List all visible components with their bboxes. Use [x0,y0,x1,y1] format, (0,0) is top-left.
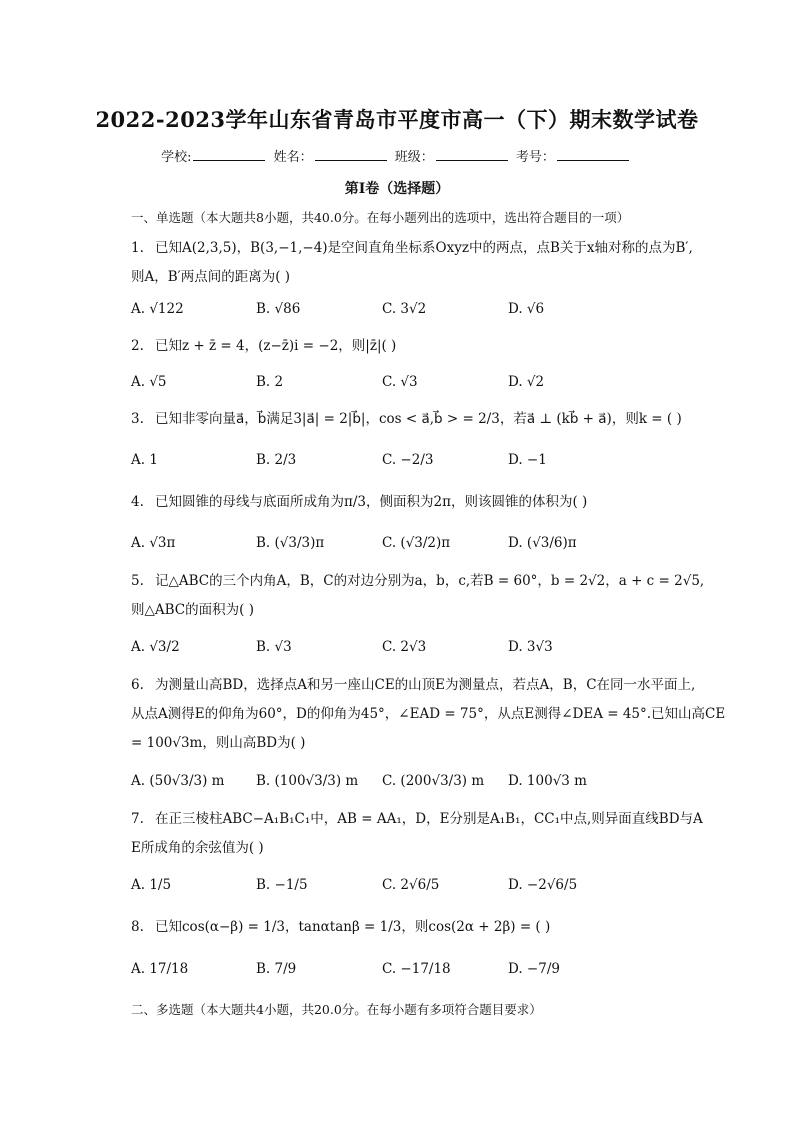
question-text: 已知cos(α−β) = 1/3，tanαtanβ = 1/3，则cos(2α + 2β) = ( ) [155,919,551,935]
question-4-line-1 [131,491,587,513]
option-c: C. (200√3/3) m [382,773,485,789]
question-text: 则A，B′两点间的距离为( ) [131,269,291,285]
question-3-line-1 [131,408,682,430]
question-number: 2. [131,338,144,354]
exam-number-label: 考号： [515,150,555,165]
exam-number-blank [557,148,629,161]
question-text: 在正三棱柱ABC−A₁B₁C₁中，AB = AA₁，D，E分别是A₁B₁，CC₁中点,则异面直线BD与A [155,811,703,827]
question-5-line-1 [131,570,704,592]
question-text: E所成角的余弦值为( ) [131,840,264,856]
question-6-options [131,769,691,793]
option-c: C. −2/3 [382,452,434,468]
question-5-options [131,635,691,659]
option-d: D. −7/9 [508,961,560,977]
question-8-options [131,957,691,981]
option-c: C. 3√2 [382,301,427,317]
section-heading-multiple-choice: 二、多选题（本大题共4小题，共20.0分。在每小题有多项符合题目要求） [131,1002,542,1017]
question-5-line-2 [131,599,254,621]
question-number: 4. [131,494,144,510]
option-b: B. 2 [256,374,284,390]
question-number: 7. [131,811,144,827]
volume-heading: 第I卷（选择题） [344,181,450,197]
school-label: 学校: [161,150,192,165]
option-d: D. 3√3 [508,639,553,655]
question-number: 6. [131,677,144,693]
option-a: A. √5 [131,374,167,390]
option-d: D. 100√3 m [508,773,587,789]
question-text: = 100√3m，则山高BD为( ) [131,735,306,751]
option-a: A. 1/5 [131,877,172,893]
question-7-line-2 [131,837,264,859]
question-1-line-2 [131,266,290,288]
question-7-line-1 [131,808,703,830]
option-a: A. √3/2 [131,639,180,655]
question-text: 从点A测得E的仰角为60°，D的仰角为45°，∠EAD = 75°，从点E测得∠DEA = 45°.已知山高CE [131,706,726,722]
question-6-line-1 [131,674,695,696]
question-6-line-2 [131,703,725,725]
option-a: A. √122 [131,301,184,317]
option-a: A. (50√3/3) m [131,773,225,789]
question-7-options [131,873,691,897]
question-6-line-3 [131,732,305,754]
option-d: D. −2√6/5 [508,877,578,893]
option-c: C. 2√3 [382,639,427,655]
option-b: B. √3 [256,639,292,655]
question-text: 已知非零向量a⃗，b⃗满足3|a⃗| = 2|b⃗|，cos < a⃗,b⃗ > = 2/3，若a⃗ ⊥ (kb⃗ + a⃗)，则k = ( ) [155,411,682,427]
question-text: 已知z + z̄ = 4，(z−z̄)i = −2，则|z̄|( ) [155,338,397,354]
question-1-line-1 [131,237,693,259]
question-text: 则△ABC的面积为( ) [131,602,254,618]
school-blank [193,148,265,161]
question-3-options [131,448,691,472]
name-label: 姓名： [273,150,313,165]
option-c: C. √3 [382,374,418,390]
option-b: B. 2/3 [256,452,297,468]
question-number: 5. [131,573,144,589]
option-c: C. (√3/2)π [382,535,451,551]
class-label: 班级： [394,150,434,165]
name-blank [315,148,387,161]
question-8-line-1 [131,916,550,938]
option-b: B. −1/5 [256,877,308,893]
question-number: 8. [131,919,144,935]
question-2-options [131,370,691,394]
question-2-line-1 [131,335,396,357]
option-c: C. −17/18 [382,961,451,977]
option-b: B. (√3/3)π [256,535,325,551]
option-d: D. (√3/6)π [508,535,577,551]
question-text: 为测量山高BD，选择点A和另一座山CE的山顶E为测量点，若点A，B，C在同一水平面上, [155,677,696,693]
question-number: 3. [131,411,144,427]
option-b: B. 7/9 [256,961,297,977]
question-text: 已知A(2,3,5)，B(3,−1,−4)是空间直角坐标系Oxyz中的两点，点B关于x轴对称的点为B′, [155,240,693,256]
option-b: B. (100√3/3) m [256,773,359,789]
question-text: 已知圆锥的母线与底面所成角为π/3，侧面积为2π，则该圆锥的体积为( ) [155,494,588,510]
option-c: C. 2√6/5 [382,877,440,893]
option-b: B. √86 [256,301,301,317]
exam-title: 2022-2023学年山东省青岛市平度市高一（下）期末数学试卷 [95,107,699,132]
section-heading-single-choice: 一、单选题（本大题共8小题，共40.0分。在每小题列出的选项中，选出符合题目的一项） [131,210,630,225]
option-a: A. √3π [131,535,176,551]
question-text: 记△ABC的三个内角A，B，C的对边分别为a，b，c,若B = 60°，b = 2√2，a + c = 2√5, [155,573,705,589]
option-d: D. √6 [508,301,545,317]
option-a: A. 17/18 [131,961,189,977]
question-number: 1. [131,240,144,256]
question-4-options [131,531,691,555]
option-d: D. −1 [508,452,547,468]
class-blank [436,148,508,161]
option-a: A. 1 [131,452,158,468]
question-1-options [131,297,691,321]
option-d: D. √2 [508,374,545,390]
student-info-line [0,146,794,165]
